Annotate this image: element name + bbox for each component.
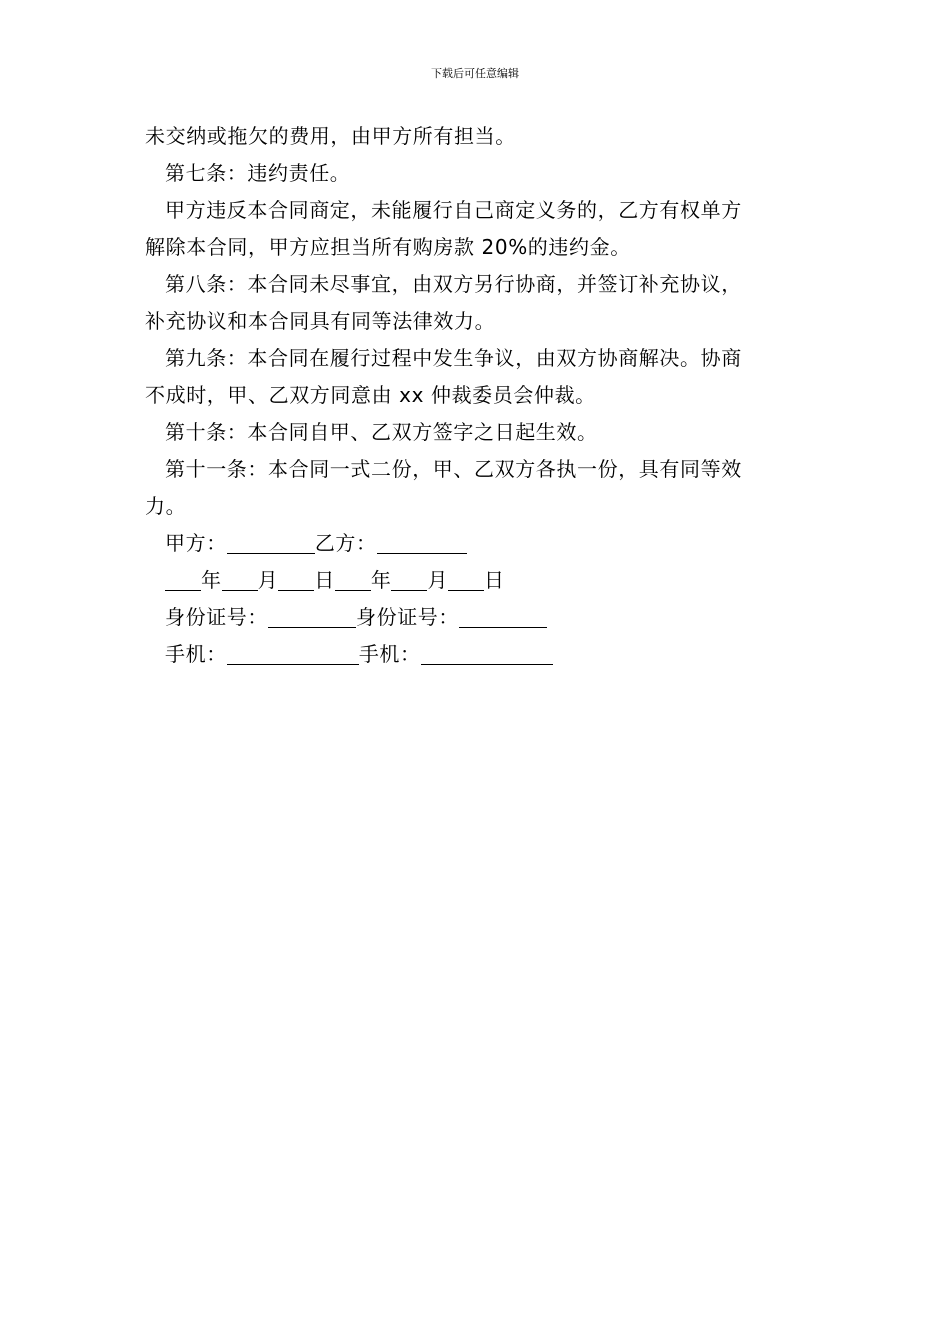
phone-b-blank [421,642,553,665]
id-b-label: 身份证号： [356,605,459,629]
month-b-label: 月 [427,568,449,592]
signature-parties-line [145,525,807,562]
signature-phone-line [145,636,807,673]
article-9-line1: 第九条：本合同在履行过程中发生争议，由双方协商解决。协商 [165,346,742,370]
year-b-blank [335,568,371,591]
month-a-blank [222,568,258,591]
id-b-blank [459,605,547,628]
phone-b-label: 手机： [358,642,421,666]
year-a-label: 年 [201,568,222,592]
document-body [145,118,807,673]
id-a-blank [268,605,356,628]
party-b-label: 乙方： [314,531,377,555]
day-a-blank [278,568,314,591]
party-b-blank [377,531,467,554]
party-a-blank [227,531,315,554]
signature-id-line [145,599,807,636]
article-10: 第十条：本合同自甲、乙双方签字之日起生效。 [165,420,598,444]
phone-a-label: 手机： [165,642,227,666]
phone-a-blank [227,642,359,665]
article-7-text-line2: 解除本合同，甲方应担当所有购房款 20%的违约金。 [145,235,631,259]
article-8-line1: 第八条：本合同未尽事宜，由双方另行协商，并签订补充协议， [165,272,742,296]
day-b-label: 日 [484,568,505,592]
article-8-line2: 补充协议和本合同具有同等法律效力。 [145,309,496,333]
article-9-line2: 不成时，甲、乙双方同意由 xx 仲裁委员会仲裁。 [145,383,596,407]
day-b-blank [448,568,484,591]
article-7-text-line1: 甲方违反本合同商定，未能履行自己商定义务的，乙方有权单方 [165,198,742,222]
article-7-title: 第七条：违约责任。 [165,161,351,185]
party-a-label: 甲方： [165,531,227,555]
year-a-blank [165,568,201,591]
month-b-blank [391,568,427,591]
year-b-label: 年 [370,568,392,592]
article-11-line1: 第十一条：本合同一式二份，甲、乙双方各执一份，具有同等效 [165,457,742,481]
article-11-line2: 力。 [145,494,187,518]
day-a-label: 日 [314,568,335,592]
paragraph-fees: 未交纳或拖欠的费用，由甲方所有担当。 [145,124,516,148]
signature-date-line [145,562,807,599]
month-a-label: 月 [257,568,279,592]
page-header: 下载后可任意编辑 [431,67,519,80]
id-a-label: 身份证号： [165,605,268,629]
